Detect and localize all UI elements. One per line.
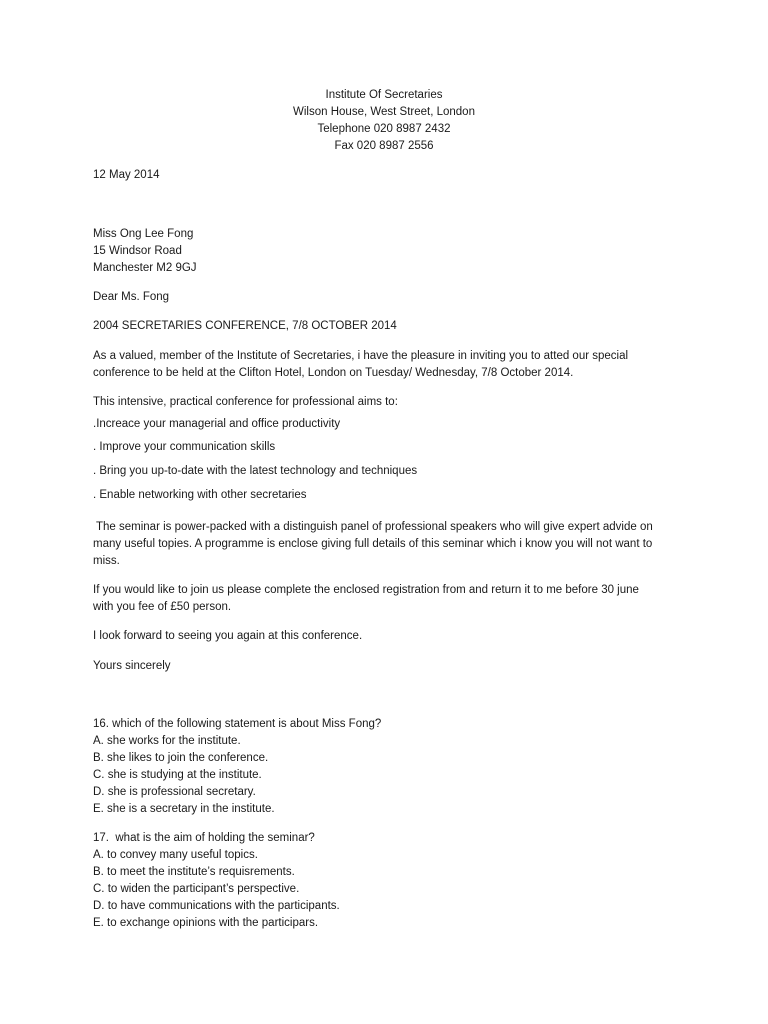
intro-line: conference to be held at the Clifton Hotel, London on Tuesday/ Wednesday, 7/8 October 2014. bbox=[93, 367, 574, 379]
recipient-city: Manchester M2 9GJ bbox=[93, 262, 197, 274]
letterhead-org: Institute Of Secretaries bbox=[325, 89, 443, 101]
intro-line: As a valued, member of the Institute of Secretaries, i have the pleasure in inviting you to atted our special bbox=[93, 350, 629, 362]
salutation: Dear Ms. Fong bbox=[93, 291, 170, 303]
seminar-paragraph bbox=[93, 519, 683, 570]
question-16 bbox=[93, 716, 683, 818]
join-line: If you would like to join us please complete the enclosed registration from and return it to me before 30 june bbox=[93, 584, 639, 596]
join-line: with you fee of £50 person. bbox=[93, 601, 232, 613]
seminar-line: many useful topies. A programme is enclose giving full details of this seminar which i know you will not want to bbox=[93, 538, 653, 550]
answer-option: E. to exchange opinions with the participars. bbox=[93, 917, 319, 929]
answer-option: C. she is studying at the institute. bbox=[93, 769, 262, 781]
letter-date: 12 May 2014 bbox=[93, 169, 160, 181]
recipient-street: 15 Windsor Road bbox=[93, 245, 182, 257]
answer-option: D. to have communications with the participants. bbox=[93, 900, 340, 912]
question-text: 17. what is the aim of holding the seminar? bbox=[93, 832, 315, 844]
answer-option: C. to widen the participant’s perspective. bbox=[93, 883, 300, 895]
join-paragraph bbox=[93, 582, 683, 616]
answer-option: A. she works for the institute. bbox=[93, 735, 241, 747]
answer-option: D. she is professional secretary. bbox=[93, 786, 256, 798]
letterhead-fax: Fax 020 8987 2556 bbox=[334, 140, 434, 152]
subject-line: 2004 SECRETARIES CONFERENCE, 7/8 OCTOBER 2014 bbox=[93, 320, 397, 332]
aim-item: . Bring you up-to-date with the latest technology and techniques bbox=[93, 465, 418, 477]
signoff: Yours sincerely bbox=[93, 660, 171, 672]
seminar-line: miss. bbox=[93, 555, 120, 567]
letterhead-address: Wilson House, West Street, London bbox=[293, 106, 475, 118]
aim-item: . Enable networking with other secretaries bbox=[93, 489, 307, 501]
answer-option: B. to meet the institute’s requisrements. bbox=[93, 866, 295, 878]
aim-item: .Increace your managerial and office productivity bbox=[93, 418, 341, 430]
answer-option: A. to convey many useful topics. bbox=[93, 849, 258, 861]
answer-option: E. she is a secretary in the institute. bbox=[93, 803, 275, 815]
aims-intro: This intensive, practical conference for professional aims to: bbox=[93, 396, 398, 408]
answer-option: B. she likes to join the conference. bbox=[93, 752, 269, 764]
question-17 bbox=[93, 830, 683, 932]
question-text: 16. which of the following statement is about Miss Fong? bbox=[93, 718, 382, 730]
recipient-address bbox=[93, 226, 683, 277]
closing-line: I look forward to seeing you again at this conference. bbox=[93, 630, 363, 642]
recipient-name: Miss Ong Lee Fong bbox=[93, 228, 194, 240]
aim-item: . Improve your communication skills bbox=[93, 441, 276, 453]
seminar-line: The seminar is power-packed with a distinguish panel of professional speakers who will give expert advide on bbox=[93, 521, 653, 533]
letterhead-telephone: Telephone 020 8987 2432 bbox=[317, 123, 451, 135]
letterhead bbox=[0, 87, 768, 155]
intro-paragraph bbox=[93, 348, 683, 382]
